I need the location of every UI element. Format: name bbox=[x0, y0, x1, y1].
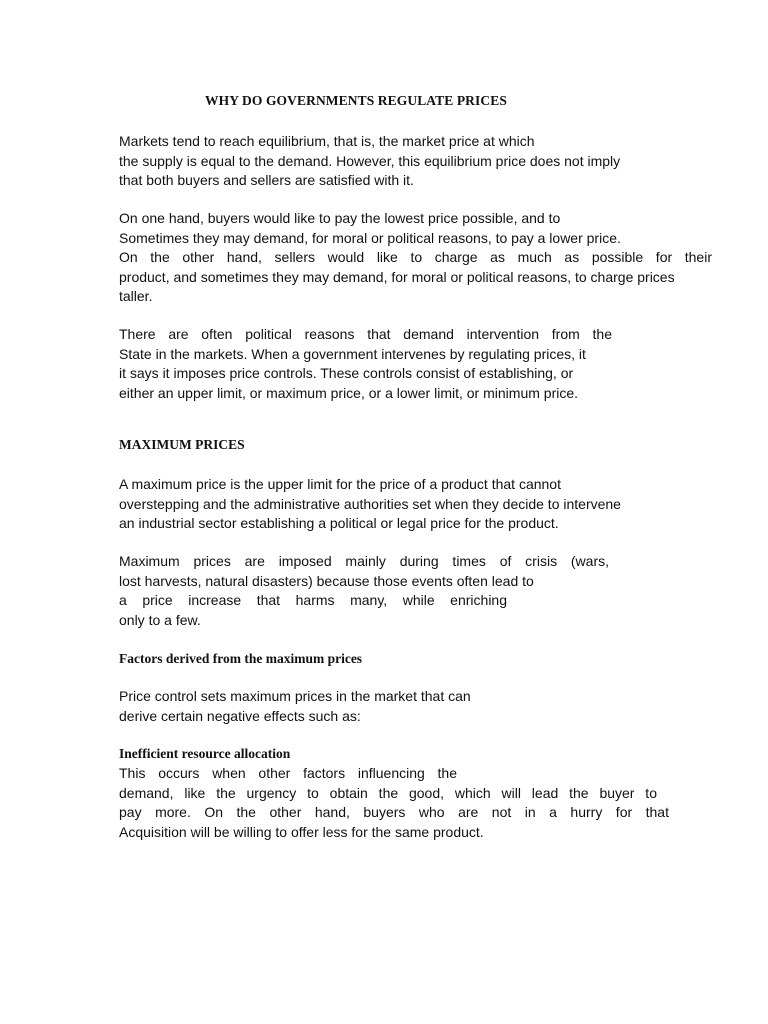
text-line: lost harvests, natural disasters) because those events often lead to bbox=[119, 572, 534, 589]
text-line: This occurs when other factors influencing the bbox=[119, 765, 457, 781]
text-line: Acquisition will be willing to offer less for the same product. bbox=[119, 823, 484, 840]
paragraph-buyers-sellers bbox=[119, 209, 712, 307]
paragraph-crisis bbox=[119, 552, 609, 630]
paragraph-political-reasons bbox=[119, 325, 612, 403]
text-line: Markets tend to reach equilibrium, that is, the market price at which bbox=[119, 133, 535, 149]
text-line: There are often political reasons that demand intervention from the bbox=[119, 326, 612, 342]
text-line: product, and sometimes they may demand, for moral or political reasons, to charge prices bbox=[119, 268, 675, 285]
section-heading-maximum-prices: MAXIMUM PRICES bbox=[119, 437, 245, 452]
text-line: On the other hand, sellers would like to charge as much as possible for their bbox=[119, 249, 712, 265]
text-line: an industrial sector establishing a political or legal price for the product. bbox=[119, 515, 559, 531]
text-line: A maximum price is the upper limit for the price of a product that cannot bbox=[119, 476, 561, 492]
text-line: overstepping and the administrative authorities set when they decide to intervene bbox=[119, 495, 621, 512]
text-line: a price increase that harms many, while enriching bbox=[119, 592, 507, 608]
text-line: only to a few. bbox=[119, 611, 201, 628]
text-line: either an upper limit, or maximum price, or a lower limit, or minimum price. bbox=[119, 384, 579, 401]
text-line: pay more. On the other hand, buyers who are not in a hurry for that bbox=[119, 804, 669, 820]
subheading-factors: Factors derived from the maximum prices bbox=[119, 651, 363, 666]
paragraph-inefficient-allocation bbox=[119, 764, 669, 842]
text-line: it says it imposes price controls. These controls consist of establishing, or bbox=[119, 365, 574, 381]
paragraph-price-control bbox=[119, 687, 471, 726]
text-line: Sometimes they may demand, for moral or political reasons, to pay a lower price. bbox=[119, 229, 621, 246]
text-line: derive certain negative effects such as: bbox=[119, 707, 361, 724]
subheading-inefficient-allocation: Inefficient resource allocation bbox=[119, 746, 291, 761]
text-line: demand, like the urgency to obtain the good, which will lead the buyer to bbox=[119, 784, 657, 801]
text-line: the supply is equal to the demand. However, this equilibrium price does not imply bbox=[119, 152, 621, 169]
page-title: WHY DO GOVERNMENTS REGULATE PRICES bbox=[205, 93, 507, 108]
paragraph-maximum-price-definition bbox=[119, 475, 621, 534]
paragraph-equilibrium bbox=[119, 132, 620, 191]
text-line: taller. bbox=[119, 288, 153, 304]
text-line: On one hand, buyers would like to pay the lowest price possible, and to bbox=[119, 210, 561, 226]
text-line: State in the markets. When a government intervenes by regulating prices, it bbox=[119, 345, 586, 362]
text-line: Price control sets maximum prices in the market that can bbox=[119, 688, 471, 704]
text-line: that both buyers and sellers are satisfied with it. bbox=[119, 172, 414, 188]
text-line: Maximum prices are imposed mainly during times of crisis (wars, bbox=[119, 553, 609, 569]
